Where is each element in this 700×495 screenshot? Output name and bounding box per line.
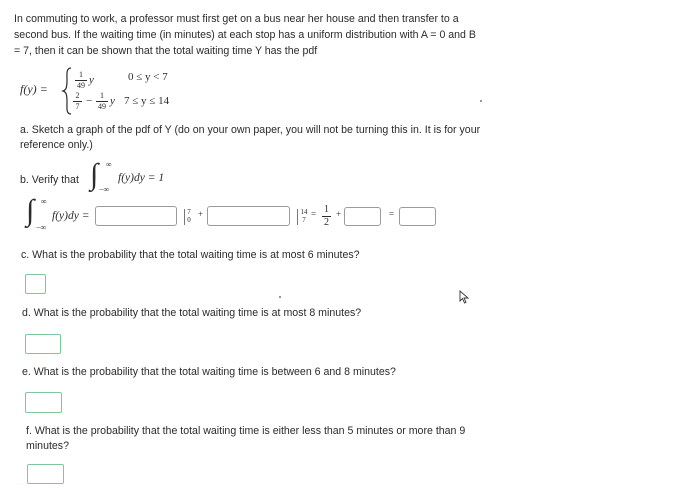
part-e-question: e. What is the probability that the total waiting time is between 6 and 8 minutes?: [22, 366, 396, 378]
part-c-answer-input[interactable]: [25, 274, 46, 294]
intro-line-1: In commuting to work, a professor must first get on a bus near her house and then transfer to a: [14, 13, 459, 25]
integral-third-term-input[interactable]: [344, 207, 381, 226]
pdf-piece-2-var: y: [110, 95, 115, 107]
fraction-one-half: 1 2: [324, 204, 329, 228]
plus-sign-2: +: [336, 209, 342, 219]
pdf-minus: −: [86, 95, 93, 107]
calc-integral-sign-icon: ∫: [26, 194, 35, 227]
equals-sign: =: [311, 209, 317, 219]
equals-sign-2: =: [389, 209, 395, 219]
evaluation-bar-0-7: 7 0: [187, 208, 191, 224]
part-a-line-2: reference only.): [20, 139, 93, 151]
pdf-piece-1-var: y: [89, 74, 94, 86]
part-a-line-1: a. Sketch a graph of the pdf of Y (do on your own paper, you will not be turning this in. It is for your: [20, 124, 481, 136]
part-d-answer-input[interactable]: [25, 334, 61, 354]
part-f-answer-input[interactable]: [27, 464, 64, 484]
integral-first-term-input[interactable]: [95, 206, 177, 226]
mouse-cursor-icon: [459, 290, 471, 304]
stray-mark-2: [279, 296, 281, 298]
stray-mark: [480, 100, 482, 102]
intro-line-2: second bus. If the waiting time (in minutes) at each stop has a uniform distribution with A = 0 and B: [14, 29, 476, 41]
plus-sign: +: [198, 209, 204, 219]
integral-lower-limit: −∞: [99, 185, 110, 194]
part-c-question: c. What is the probability that the total waiting time is at most 6 minutes?: [21, 249, 360, 261]
intro-line-3: = 7, then it can be shown that the total waiting time Y has the pdf: [14, 45, 318, 57]
integral-second-term-input[interactable]: [207, 206, 290, 226]
part-d-question: d. What is the probability that the total waiting time is at most 8 minutes?: [22, 307, 362, 319]
part-f-line-1: f. What is the probability that the total waiting time is either less than 5 minutes or more than 9: [26, 425, 466, 437]
integral-result-input[interactable]: [399, 207, 436, 226]
part-f-line-2: minutes?: [26, 440, 69, 452]
pdf-piece-2-condition: 7 ≤ y ≤ 14: [124, 95, 170, 107]
pdf-lhs: f(y) =: [20, 82, 48, 96]
integral-upper-limit: ∞: [106, 160, 112, 169]
part-e-answer-input[interactable]: [25, 392, 62, 413]
integral-sign-icon: ∫: [90, 158, 99, 191]
evaluation-bar-7-14: 14 7: [300, 208, 308, 224]
integral-expression: f(y)dy = 1: [118, 172, 165, 184]
part-b-label: b. Verify that: [20, 174, 79, 186]
pdf-fraction-2-7: 2 7: [73, 92, 82, 111]
pdf-fraction-1-49b: 1 49: [98, 91, 106, 111]
pdf-fraction-1-49: 1 49: [77, 70, 85, 90]
left-brace-icon: [61, 66, 73, 116]
calc-integral-expression: f(y)dy =: [52, 210, 90, 222]
calc-integral-lower: −∞: [36, 223, 47, 232]
pdf-piece-1-condition: 0 ≤ y < 7: [128, 71, 168, 83]
calc-integral-upper: ∞: [41, 197, 47, 206]
